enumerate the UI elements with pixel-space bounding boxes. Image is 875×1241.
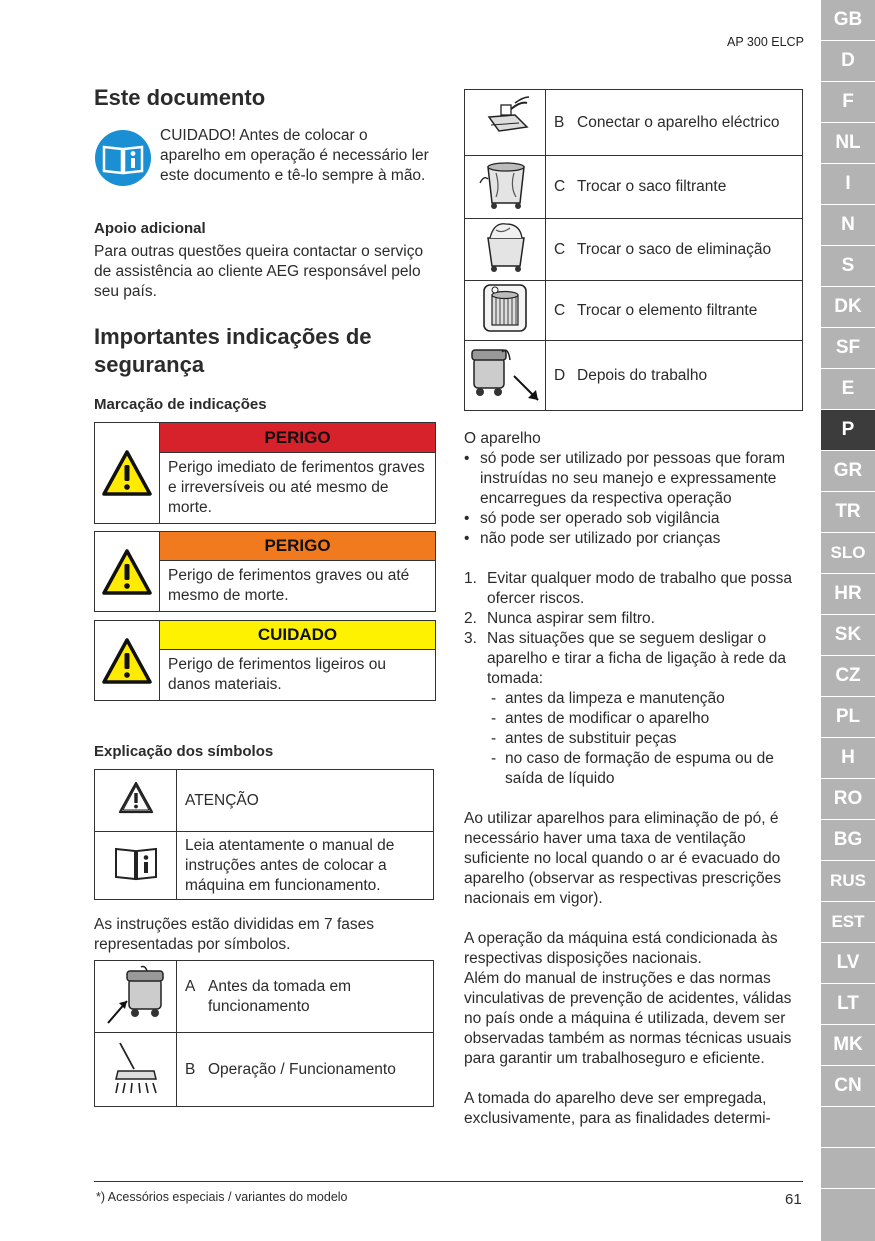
manual-info-icon (94, 129, 152, 187)
language-tab-cz[interactable]: CZ (821, 656, 875, 697)
warning-box-danger (94, 422, 436, 524)
table-row (465, 281, 803, 341)
language-tab-slo[interactable]: SLO (821, 533, 875, 574)
language-tab-sf[interactable]: SF (821, 328, 875, 369)
warning-box-serious (94, 531, 436, 612)
device-bullets (464, 449, 809, 549)
table-row (95, 961, 434, 1033)
vacuum-end-icon (468, 342, 542, 404)
list-item: 3. Nas situações que se seguem desligar o aparelho e tirar a ficha de ligação à rede da tomada: (464, 630, 787, 687)
language-tab-i[interactable]: I (821, 164, 875, 205)
language-tab-rus[interactable]: RUS (821, 861, 875, 902)
language-tab-s[interactable]: S (821, 246, 875, 287)
phase-text: Antes da tomada em funcionamento (208, 977, 352, 1015)
phase-text: Trocar o saco filtrante (577, 178, 727, 195)
language-tab-dk[interactable]: DK (821, 287, 875, 328)
language-tab-f[interactable]: F (821, 82, 875, 123)
list-item: • não pode ser utilizado por crianças (464, 530, 721, 547)
warning-box-caution (94, 620, 436, 701)
filter-element-icon (482, 283, 528, 333)
vacuum-start-icon (105, 963, 167, 1025)
warning-text: Perigo imediato de ferimentos graves e irreversíveis ou até mesmo de morte. (168, 459, 425, 516)
language-tab-h[interactable]: H (821, 738, 875, 779)
phase-text: Trocar o elemento filtrante (577, 301, 758, 319)
language-tab-e[interactable]: E (821, 369, 875, 410)
numbered-list (464, 569, 809, 689)
safety-title: Importantes indicações de segurança (94, 324, 372, 377)
language-tab-hr[interactable]: HR (821, 574, 875, 615)
phase-letter: C (554, 178, 566, 195)
language-tabs (821, 0, 875, 1241)
list-item: 1. Evitar qualquer modo de trabalho que possa ofercer riscos. (464, 570, 793, 607)
table-row (95, 832, 434, 900)
language-tab-n[interactable]: N (821, 205, 875, 246)
phase-letter: B (185, 1060, 196, 1078)
language-tab-cn[interactable]: CN (821, 1066, 875, 1107)
table-row (465, 219, 803, 281)
warning-label: CUIDADO (160, 621, 435, 650)
language-tab-bg[interactable]: BG (821, 820, 875, 861)
model-name: AP 300 ELCP (727, 35, 804, 49)
operation-paragraph: A operação da máquina está condicionada às respectivas disposições nacionais. (464, 930, 778, 967)
list-item: - antes da limpeza e manutenção (491, 690, 725, 707)
doc-title: Este documento (94, 85, 266, 110)
phase-text: Conectar o aparelho eléctrico (577, 113, 780, 131)
symbol-text: ATENÇÃO (177, 770, 434, 832)
table-row (465, 90, 803, 156)
phase-letter: C (554, 301, 566, 319)
phase-letter: D (554, 366, 566, 384)
list-item: - antes de substituir peças (491, 730, 677, 747)
table-row (465, 341, 803, 411)
marking-heading: Marcação de indicações (94, 396, 267, 413)
language-tab-lt[interactable]: LT (821, 984, 875, 1025)
disposal-bag-icon (476, 220, 534, 274)
list-item: - no caso de formação de espuma ou de saída de líquido (491, 750, 774, 787)
language-tab-empty-28 (821, 1148, 875, 1189)
language-tab-nl[interactable]: NL (821, 123, 875, 164)
support-text: Para outras questões queira contactar o serviço de assistência ao cliente AEG responsável pelo seu país. (94, 243, 424, 300)
language-tab-lv[interactable]: LV (821, 943, 875, 984)
warning-text: Perigo de ferimentos graves ou até mesmo de morte. (168, 567, 410, 604)
list-item: • só pode ser utilizado por pessoas que foram instruídas no seu manejo e expressamente encarregues da respectiva operação (464, 450, 786, 507)
phase-text: Depois do trabalho (577, 366, 708, 384)
language-tab-d[interactable]: D (821, 41, 875, 82)
footer-note: *) Acessórios especiais / variantes do modelo (96, 1190, 348, 1204)
phase-letter: B (554, 113, 565, 131)
language-tab-empty-27 (821, 1107, 875, 1148)
page-number: 61 (785, 1191, 802, 1208)
phase-text: Operação / Funcionamento (208, 1060, 396, 1078)
language-tab-mk[interactable]: MK (821, 1025, 875, 1066)
power-tool-connect-icon (475, 95, 535, 145)
list-item: • só pode ser operado sob vigilância (464, 510, 720, 527)
support-heading: Apoio adicional (94, 220, 206, 237)
socket-paragraph: A tomada do aparelho deve ser empregada, exclusivamente, para as finalidades determi- (464, 1090, 771, 1127)
phase-letter: C (554, 240, 566, 258)
warning-triangle-icon (101, 548, 153, 596)
symbol-text: Leia atentamente o manual de instruções antes de colocar a máquina em funcionamento. (177, 832, 434, 900)
phases-table-left (94, 960, 434, 1107)
language-tab-gr[interactable]: GR (821, 451, 875, 492)
table-row (465, 156, 803, 219)
list-item: - antes de modificar o aparelho (491, 710, 710, 727)
device-intro: O aparelho (464, 430, 541, 447)
caution-text: CUIDADO! Antes de colocar o aparelho em operação é necessário ler este documento e tê-lo sempre à mão. (160, 127, 429, 184)
floor-nozzle-icon (110, 1039, 162, 1095)
symbols-table (94, 769, 434, 900)
language-tab-tr[interactable]: TR (821, 492, 875, 533)
right-text-block (464, 429, 809, 1129)
warning-triangle-icon (118, 780, 154, 816)
warning-triangle-icon (101, 637, 153, 685)
language-tab-p[interactable]: P (821, 410, 875, 451)
language-tab-pl[interactable]: PL (821, 697, 875, 738)
language-tab-sk[interactable]: SK (821, 615, 875, 656)
dust-paragraph: Ao utilizar aparelhos para eliminação de pó, é necessário haver uma taxa de ventilação suficiente no local quando o ar é evacuado do aparelho (observar as respectivas prescrições nacionais em vigor). (464, 810, 782, 907)
table-row (95, 1033, 434, 1107)
footer-rule (94, 1181, 803, 1182)
phase-letter: A (185, 977, 196, 995)
operation-paragraph: Além do manual de instruções e das normas vinculativas de prevenção de acidentes, válidas no país onde a máquina é utilizada, devem ser observadas também as normas técnicas usuais para garantir um trabalhoseguro e eficiente. (464, 970, 792, 1067)
table-row (95, 770, 434, 832)
warning-triangle-icon (101, 449, 153, 497)
warning-label: PERIGO (160, 423, 435, 453)
language-tab-gb[interactable]: GB (821, 0, 875, 41)
warning-label: PERIGO (160, 532, 435, 561)
list-item: 2. Nunca aspirar sem filtro. (464, 610, 655, 627)
phases-table-right (464, 89, 803, 411)
manual-info-icon (113, 843, 159, 883)
filter-bag-icon (476, 157, 534, 211)
language-tab-est[interactable]: EST (821, 902, 875, 943)
warning-text: Perigo de ferimentos ligeiros ou danos materiais. (168, 656, 386, 693)
phases-intro: As instruções estão divididas em 7 fases representadas por símbolos. (94, 916, 374, 953)
symbols-heading: Explicação dos símbolos (94, 743, 274, 760)
phase-text: Trocar o saco de eliminação (577, 240, 772, 258)
language-tab-ro[interactable]: RO (821, 779, 875, 820)
